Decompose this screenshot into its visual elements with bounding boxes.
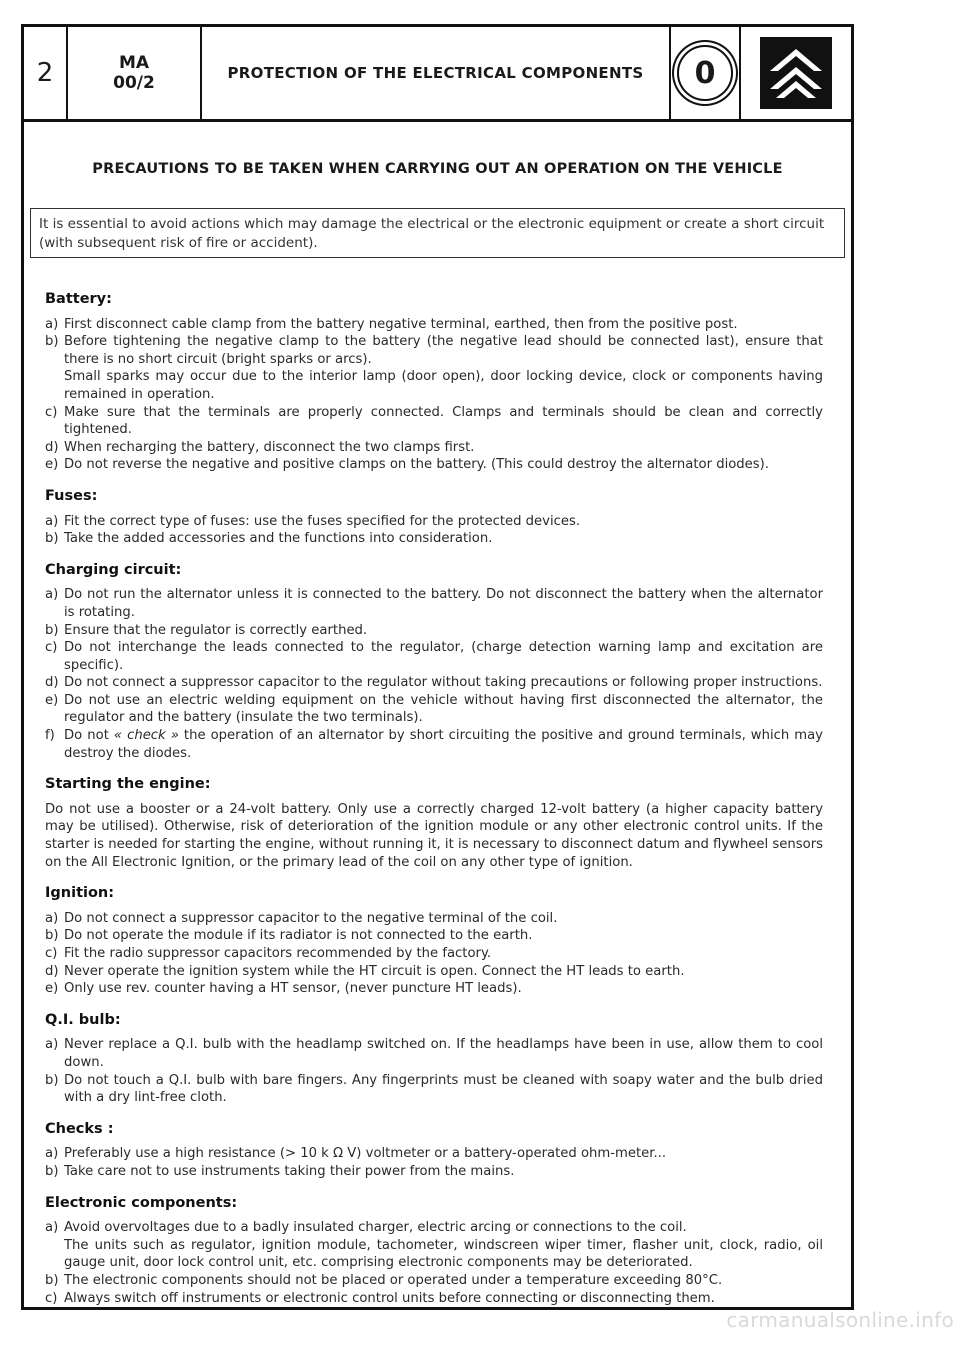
item-label: b) <box>45 928 59 944</box>
item-text: Do not use an electric welding equipment on the vehicle without having first disconnected the alternator, the regulator and the battery (insulate the two terminals). <box>64 692 823 726</box>
item-label: f) <box>45 728 55 744</box>
list-item <box>45 927 823 945</box>
list-item <box>45 1290 823 1308</box>
list-item <box>45 945 823 963</box>
list-item <box>45 586 823 621</box>
item-label: b) <box>45 1072 59 1088</box>
list-item <box>45 980 823 998</box>
section-title-checks: Checks : <box>45 1120 114 1137</box>
item-label: a) <box>45 513 59 529</box>
zero-badge <box>677 45 733 101</box>
item-text: Small sparks may occur due to the interior lamp (door open), door locking device, clock or components having remained in operation. <box>64 369 823 402</box>
charging-list <box>45 586 823 727</box>
item-text: Do not operate the module if its radiator is not connected to the earth. <box>64 928 533 944</box>
list-item <box>45 727 823 762</box>
section-title-qi-bulb: Q.I. bulb: <box>45 1011 121 1028</box>
item-text: The units such as regulator, ignition module, tachometer, windscreen wiper timer, flasher unit, clock, radio, oil gauge unit, door lock control unit, etc. comprising electronic components may be deteriorated. <box>64 1237 823 1271</box>
ignition-list <box>45 910 823 998</box>
section-title-electronic: Electronic components: <box>45 1194 238 1211</box>
list-item <box>45 1163 823 1181</box>
item-text: Take the added accessories and the functions into consideration. <box>64 531 493 547</box>
item-label: a) <box>45 316 59 332</box>
item-text: Do not touch a Q.I. bulb with bare fingers. Any fingerprints must be cleaned with soapy water and the bulb dried with a dry lint-free cloth. <box>64 1072 823 1106</box>
item-label: b) <box>45 622 59 638</box>
item-text: Avoid overvoltages due to a badly insulated charger, electric arcing or connections to the coil. <box>64 1220 687 1236</box>
item-text: When recharging the battery, disconnect the two clamps first. <box>64 439 475 455</box>
list-item <box>45 1237 823 1272</box>
chevron-svg <box>764 41 828 105</box>
page-number-text: 2 <box>36 58 54 88</box>
item-label: c) <box>45 640 58 656</box>
list-item <box>45 1272 823 1290</box>
section-title-charging: Charging circuit: <box>45 561 182 578</box>
item-text: Do not reverse the negative and positive clamps on the battery. (This could destroy the alternator diodes). <box>64 457 770 473</box>
page-number <box>24 27 68 119</box>
item-text: Always switch off instruments or electronic control units before connecting or disconnecting them. <box>64 1290 715 1306</box>
battery-list <box>45 316 823 474</box>
item-text: Only use rev. counter having a HT sensor, (never puncture HT leads). <box>64 981 522 997</box>
content-body <box>45 291 823 1307</box>
item-label: e) <box>45 981 59 997</box>
item-text: Do not connect a suppressor capacitor to the regulator without taking precautions or following proper instructions. <box>64 675 823 691</box>
page-header <box>24 27 851 122</box>
item-label: c) <box>45 946 58 961</box>
list-item <box>45 1036 823 1071</box>
item-text: Ensure that the regulator is correctly earthed. <box>64 622 368 638</box>
list-item <box>45 1219 823 1237</box>
item-text: Make sure that the terminals are properly connected. Clamps and terminals should be clean and correctly tightened. <box>64 404 823 438</box>
list-item <box>45 910 823 928</box>
item-label: a) <box>45 587 59 603</box>
item-text: The electronic components should not be placed or operated under a temperature exceeding 80°C. <box>64 1272 723 1288</box>
item-text: Fit the correct type of fuses: use the fuses specified for the protected devices. <box>64 513 581 529</box>
item-text: Take care not to use instruments taking their power from the mains. <box>64 1163 515 1179</box>
list-item <box>45 1072 823 1107</box>
zero-badge-text: 0 <box>694 55 716 91</box>
item-text: First disconnect cable clamp from the battery negative terminal, earthed, then from the positive post. <box>64 316 738 332</box>
section-title-ignition: Ignition: <box>45 885 115 902</box>
manual-code-top: MA <box>118 53 150 73</box>
manual-code-bottom: 00/2 <box>113 73 155 93</box>
item-text: Fit the radio suppressor capacitors recommended by the factory. <box>64 946 492 961</box>
item-text-post: the operation of an alternator by short circuiting the positive and ground terminals, which may destroy the diodes. <box>64 728 823 761</box>
list-item <box>45 963 823 981</box>
section-title-starting: Starting the engine: <box>45 776 211 793</box>
list-item <box>45 1145 823 1163</box>
checks-list <box>45 1145 823 1180</box>
item-text: Before tightening the negative clamp to the battery (the negative lead should be connected last), ensure that there is no short circuit (bright sparks or arcs). <box>64 334 823 367</box>
section-title-battery: Battery: <box>45 291 112 307</box>
list-item <box>45 333 823 368</box>
item-label: b) <box>45 334 59 350</box>
item-text: Preferably use a high resistance (> 10 k Ω V) voltmeter or a battery-operated ohm-meter... <box>64 1146 667 1162</box>
page-frame <box>21 24 854 1310</box>
citroen-double-chevron-icon <box>760 37 832 109</box>
starting-paragraph: Do not use a booster or a 24-volt battery. Only use a correctly charged 12-volt battery (a higher capacity battery may be utilised). Otherwise, risk of deterioration of the ignition module or any other electronic control units. If the starter is needed for starting the engine, without running it, it is necessary to disconnect datum and flywheel sensors on the All Electronic Ignition, or the primary lead of the coil on any other type of ignition. <box>45 801 823 870</box>
item-label <box>45 368 64 403</box>
manual-code <box>68 27 202 119</box>
main-title: PRECAUTIONS TO BE TAKEN WHEN CARRYING OUT AN OPERATION ON THE VEHICLE <box>92 161 783 177</box>
item-text-pre: Do not <box>64 728 114 744</box>
header-title-text: PROTECTION OF THE ELECTRICAL COMPONENTS <box>227 64 644 82</box>
item-label: d) <box>45 439 59 455</box>
item-text: Never operate the ignition system while the HT circuit is open. Connect the HT leads to earth. <box>64 963 685 979</box>
list-item <box>45 530 823 548</box>
item-text-emphasis: « check » <box>113 728 179 744</box>
list-item <box>45 456 823 474</box>
section-title-fuses: Fuses: <box>45 487 98 504</box>
list-item <box>45 622 823 640</box>
qi-list <box>45 1036 823 1106</box>
item-label: a) <box>45 1146 59 1162</box>
item-label: b) <box>45 1163 59 1179</box>
header-title <box>202 27 671 119</box>
item-label: c) <box>45 404 58 420</box>
zero-badge-cell <box>671 27 741 119</box>
item-label: a) <box>45 1220 59 1236</box>
list-item <box>45 404 823 439</box>
list-item <box>45 316 823 334</box>
list-item <box>45 674 823 692</box>
list-item <box>45 439 823 457</box>
item-label: a) <box>45 1037 59 1053</box>
list-item <box>45 368 823 403</box>
fuses-list <box>45 513 823 548</box>
item-text <box>64 727 823 762</box>
watermark-footer: carmanualsonline.info <box>726 1308 954 1332</box>
item-label <box>45 1237 64 1272</box>
list-item <box>45 639 823 674</box>
item-text: Do not connect a suppressor capacitor to the negative terminal of the coil. <box>64 910 558 926</box>
logo-cell <box>741 27 851 119</box>
item-label: a) <box>45 910 59 926</box>
warning-notice: It is essential to avoid actions which may damage the electrical or the electronic equipment or create a short circuit (with subsequent risk of fire or accident). <box>30 208 845 258</box>
item-label: e) <box>45 457 59 473</box>
item-label: b) <box>45 531 59 547</box>
item-text: Never replace a Q.I. bulb with the headlamp switched on. If the headlamps have been in use, allow them to cool down. <box>64 1037 823 1070</box>
electronic-list <box>45 1219 823 1307</box>
item-label: d) <box>45 963 59 979</box>
item-label: d) <box>45 675 59 691</box>
item-label: c) <box>45 1290 58 1306</box>
item-label: e) <box>45 692 59 708</box>
list-item <box>45 513 823 531</box>
item-text: Do not run the alternator unless it is connected to the battery. Do not disconnect the battery when the alternator is rotating. <box>64 587 823 620</box>
item-label: b) <box>45 1272 59 1288</box>
list-item <box>45 692 823 727</box>
item-text: Do not interchange the leads connected to the regulator, (charge detection warning lamp and excitation are specific). <box>64 640 823 673</box>
